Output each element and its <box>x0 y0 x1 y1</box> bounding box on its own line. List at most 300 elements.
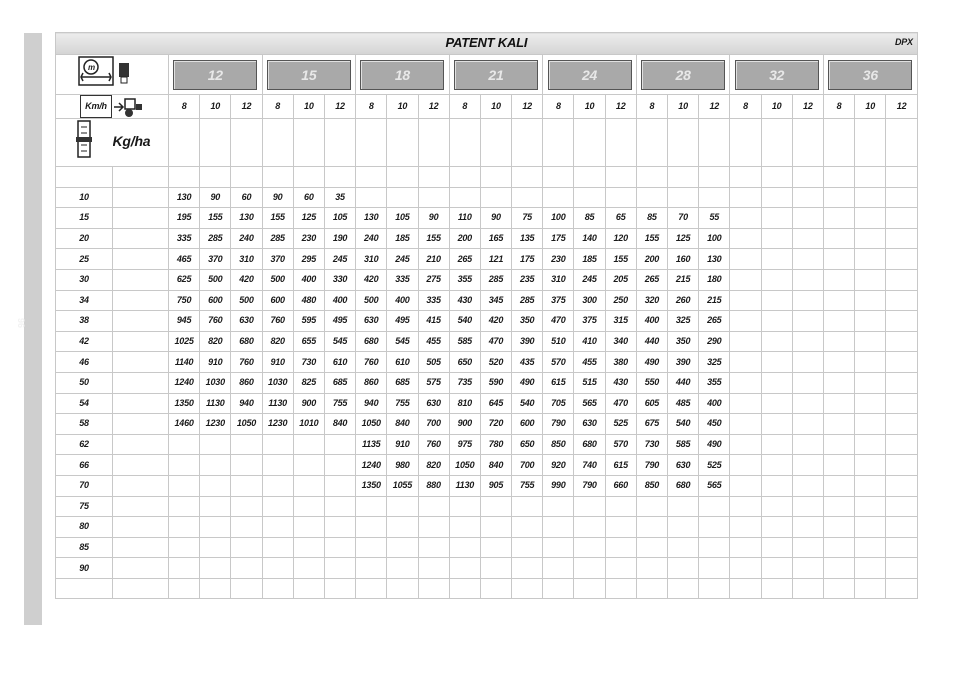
rate-cell: 945 <box>169 311 200 332</box>
speed-icon-cell <box>56 95 169 119</box>
rate-cell: 415 <box>418 311 449 332</box>
rate-cell: 700 <box>418 414 449 435</box>
rate-cell: 215 <box>699 290 730 311</box>
rate-cell: 570 <box>605 434 636 455</box>
rate-cell <box>512 537 543 558</box>
rate-cell <box>730 311 761 332</box>
rate-cell: 810 <box>449 393 480 414</box>
rate-cell: 90 <box>262 187 293 208</box>
rate-cell <box>886 496 918 517</box>
rate-cell: 615 <box>605 455 636 476</box>
rate-cell <box>730 558 761 579</box>
rate-cell: 585 <box>668 434 699 455</box>
rate-cell: 135 <box>512 228 543 249</box>
rate-cell: 980 <box>387 455 418 476</box>
working-width-label: 12 <box>173 60 257 90</box>
rate-cell <box>855 517 886 538</box>
rate-cell <box>324 455 355 476</box>
rate-cell: 500 <box>231 290 262 311</box>
blank-header-cell <box>543 119 574 167</box>
rate-cell <box>792 290 823 311</box>
table-row <box>56 290 918 311</box>
rate-cell <box>480 496 511 517</box>
blank-cell <box>113 558 169 579</box>
rate-cell <box>761 496 792 517</box>
speed-header-28-10: 10 <box>668 95 699 119</box>
rate-cell: 265 <box>449 249 480 270</box>
rate-cell <box>636 558 667 579</box>
blank-cell <box>293 167 324 188</box>
rate-cell <box>169 434 200 455</box>
rate-cell <box>730 455 761 476</box>
rate-cell <box>886 393 918 414</box>
speed-header-15-12: 12 <box>324 95 355 119</box>
rate-cell <box>449 537 480 558</box>
blank-header-cell <box>356 119 387 167</box>
rate-cell <box>886 372 918 393</box>
blank-cell <box>56 578 113 599</box>
rate-cell: 755 <box>387 393 418 414</box>
rate-cell <box>231 434 262 455</box>
rate-cell <box>761 249 792 270</box>
rate-cell: 400 <box>636 311 667 332</box>
rate-cell <box>823 208 854 229</box>
rate-cell: 250 <box>605 290 636 311</box>
rate-cell <box>699 537 730 558</box>
blank-cell <box>387 578 418 599</box>
rate-cell <box>823 455 854 476</box>
rate-cell: 310 <box>231 249 262 270</box>
blank-cell <box>113 290 169 311</box>
rate-cell: 490 <box>512 372 543 393</box>
rate-cell: 1350 <box>169 393 200 414</box>
rate-cell <box>886 414 918 435</box>
rate-cell <box>730 208 761 229</box>
rate-cell <box>886 269 918 290</box>
rate-cell: 450 <box>699 414 730 435</box>
rate-cell: 595 <box>293 311 324 332</box>
rate-cell <box>886 311 918 332</box>
blank-cell <box>231 578 262 599</box>
rate-cell <box>730 537 761 558</box>
blank-cell <box>792 167 823 188</box>
rate-cell: 355 <box>449 269 480 290</box>
rate-cell <box>512 558 543 579</box>
rate-cell: 975 <box>449 434 480 455</box>
rate-cell <box>356 517 387 538</box>
rate-cell <box>823 311 854 332</box>
rate-cell: 495 <box>324 311 355 332</box>
speed-header-21-12: 12 <box>512 95 543 119</box>
rate-cell: 175 <box>543 228 574 249</box>
blank-cell <box>113 208 169 229</box>
dose-setting-label: 34 <box>56 290 113 311</box>
rate-cell: 121 <box>480 249 511 270</box>
blank-cell <box>231 167 262 188</box>
speed-header-24-12: 12 <box>605 95 636 119</box>
rate-cell <box>730 372 761 393</box>
rate-cell: 760 <box>262 311 293 332</box>
rate-cell: 1030 <box>262 372 293 393</box>
rate-cell <box>855 311 886 332</box>
spread-rate-table <box>55 32 918 599</box>
blank-cell <box>113 187 169 208</box>
rate-cell <box>543 187 574 208</box>
blank-header-cell <box>169 119 200 167</box>
rate-cell: 490 <box>699 434 730 455</box>
rate-cell: 1050 <box>231 414 262 435</box>
rate-cell: 630 <box>574 414 605 435</box>
rate-cell: 480 <box>293 290 324 311</box>
rate-cell <box>574 187 605 208</box>
blank-header-cell <box>449 119 480 167</box>
rate-cell: 700 <box>512 455 543 476</box>
rate-cell <box>792 496 823 517</box>
rate-cell: 125 <box>293 208 324 229</box>
width-header-15 <box>262 55 356 95</box>
rate-cell: 790 <box>574 475 605 496</box>
rate-cell: 155 <box>636 228 667 249</box>
rate-unit-label: Kg/ha <box>112 133 151 149</box>
rate-cell <box>262 558 293 579</box>
rate-cell <box>886 249 918 270</box>
rate-cell: 1130 <box>200 393 231 414</box>
rate-cell <box>231 537 262 558</box>
rate-cell: 345 <box>480 290 511 311</box>
rate-cell <box>636 187 667 208</box>
rate-cell <box>293 537 324 558</box>
rate-cell: 205 <box>605 269 636 290</box>
hopper-gauge-icon <box>73 119 95 159</box>
rate-cell: 290 <box>699 331 730 352</box>
rate-cell <box>792 331 823 352</box>
rate-cell: 1350 <box>356 475 387 496</box>
rate-cell: 605 <box>636 393 667 414</box>
speed-header-36-10: 10 <box>855 95 886 119</box>
blank-header-cell <box>231 119 262 167</box>
rate-cell <box>293 558 324 579</box>
rate-cell: 860 <box>356 372 387 393</box>
rate-cell <box>823 393 854 414</box>
rate-cell <box>761 455 792 476</box>
rate-cell: 75 <box>512 208 543 229</box>
rate-cell: 85 <box>574 208 605 229</box>
blank-cell <box>886 578 918 599</box>
rate-cell <box>730 331 761 352</box>
rate-cell: 760 <box>231 352 262 373</box>
table-row <box>56 208 918 229</box>
rate-cell <box>169 558 200 579</box>
rate-cell: 245 <box>574 269 605 290</box>
dose-setting-label: 85 <box>56 537 113 558</box>
blank-cell <box>169 578 200 599</box>
rate-cell: 390 <box>512 331 543 352</box>
rate-cell <box>761 414 792 435</box>
rate-cell: 185 <box>387 228 418 249</box>
rate-cell <box>231 558 262 579</box>
blank-cell <box>113 372 169 393</box>
rate-cell <box>823 475 854 496</box>
speed-header-21-10: 10 <box>480 95 511 119</box>
blank-cell <box>113 517 169 538</box>
rate-cell: 500 <box>200 269 231 290</box>
rate-cell <box>605 187 636 208</box>
rate-cell <box>169 537 200 558</box>
dose-setting-label: 66 <box>56 455 113 476</box>
blank-header-cell <box>480 119 511 167</box>
rate-cell <box>730 414 761 435</box>
rate-cell: 565 <box>574 393 605 414</box>
rate-cell: 660 <box>605 475 636 496</box>
rate-cell <box>387 558 418 579</box>
rate-cell: 265 <box>636 269 667 290</box>
rate-cell <box>792 414 823 435</box>
rate-cell: 455 <box>418 331 449 352</box>
rate-cell <box>761 434 792 455</box>
rate-cell <box>262 455 293 476</box>
dose-setting-label: 38 <box>56 311 113 332</box>
rate-cell: 325 <box>668 311 699 332</box>
rate-cell: 910 <box>200 352 231 373</box>
rate-cell: 510 <box>543 331 574 352</box>
speed-header-18-12: 12 <box>418 95 449 119</box>
rate-cell <box>324 434 355 455</box>
rate-cell: 1460 <box>169 414 200 435</box>
rate-cell: 435 <box>512 352 543 373</box>
rate-cell <box>886 455 918 476</box>
speed-header-32-8: 8 <box>730 95 761 119</box>
rate-cell: 130 <box>356 208 387 229</box>
rate-cell: 60 <box>293 187 324 208</box>
blank-cell <box>480 578 511 599</box>
blank-header-cell <box>792 119 823 167</box>
blank-header-cell <box>886 119 918 167</box>
rate-cell: 295 <box>293 249 324 270</box>
rate-cell <box>761 331 792 352</box>
rate-cell <box>792 311 823 332</box>
rate-cell <box>574 537 605 558</box>
rate-cell: 1130 <box>449 475 480 496</box>
rate-cell <box>761 208 792 229</box>
rate-cell: 175 <box>512 249 543 270</box>
rate-cell: 760 <box>418 434 449 455</box>
rate-cell <box>761 311 792 332</box>
blank-cell <box>169 167 200 188</box>
rate-cell: 735 <box>449 372 480 393</box>
rate-cell <box>169 517 200 538</box>
blank-cell <box>113 537 169 558</box>
rate-cell <box>200 434 231 455</box>
rate-cell: 400 <box>324 290 355 311</box>
rate-cell <box>792 352 823 373</box>
rate-cell: 65 <box>605 208 636 229</box>
blank-cell <box>113 352 169 373</box>
rate-cell <box>823 414 854 435</box>
blank-cell <box>113 455 169 476</box>
blank-cell <box>113 496 169 517</box>
rate-cell <box>449 496 480 517</box>
table-row <box>56 187 918 208</box>
rate-cell <box>730 352 761 373</box>
blank-cell <box>449 167 480 188</box>
rate-cell <box>356 558 387 579</box>
rate-cell: 675 <box>636 414 667 435</box>
rate-cell: 820 <box>418 455 449 476</box>
rate-cell: 755 <box>512 475 543 496</box>
rate-cell: 310 <box>543 269 574 290</box>
working-width-label: 32 <box>735 60 819 90</box>
rate-cell <box>169 496 200 517</box>
rate-cell: 1050 <box>449 455 480 476</box>
rate-cell: 565 <box>699 475 730 496</box>
rate-cell: 650 <box>449 352 480 373</box>
rate-cell <box>231 475 262 496</box>
blank-cell <box>823 167 854 188</box>
rate-cell: 275 <box>418 269 449 290</box>
rate-cell <box>761 475 792 496</box>
rate-cell: 750 <box>169 290 200 311</box>
rate-cell: 440 <box>636 331 667 352</box>
rate-cell <box>543 558 574 579</box>
page-number: 96 <box>16 318 26 329</box>
rate-cell: 70 <box>668 208 699 229</box>
width-header-21 <box>449 55 543 95</box>
rate-cell <box>200 475 231 496</box>
rate-cell <box>418 517 449 538</box>
rate-cell <box>886 208 918 229</box>
rate-cell <box>231 496 262 517</box>
working-width-label: 18 <box>360 60 444 90</box>
rate-cell <box>886 187 918 208</box>
rate-cell: 680 <box>231 331 262 352</box>
table-row <box>56 269 918 290</box>
rate-cell: 190 <box>324 228 355 249</box>
blank-cell <box>605 167 636 188</box>
rate-cell <box>886 290 918 311</box>
rate-cell <box>761 187 792 208</box>
rate-cell: 610 <box>324 352 355 373</box>
rate-cell: 285 <box>480 269 511 290</box>
rate-cell <box>823 187 854 208</box>
blank-cell <box>387 167 418 188</box>
rate-cell <box>855 331 886 352</box>
blank-cell <box>543 578 574 599</box>
rate-cell <box>886 475 918 496</box>
rate-cell: 310 <box>356 249 387 270</box>
title-row <box>56 33 918 55</box>
spread-rate-sheet <box>55 32 917 624</box>
rate-cell <box>792 475 823 496</box>
rate-cell <box>730 290 761 311</box>
rate-cell <box>761 228 792 249</box>
rate-cell: 320 <box>636 290 667 311</box>
rate-cell <box>823 290 854 311</box>
dose-setting-label: 75 <box>56 496 113 517</box>
rate-cell: 370 <box>262 249 293 270</box>
rate-cell: 520 <box>480 352 511 373</box>
dose-setting-label: 58 <box>56 414 113 435</box>
rate-cell: 400 <box>699 393 730 414</box>
rate-cell: 790 <box>543 414 574 435</box>
rate-cell <box>262 517 293 538</box>
dose-setting-label: 25 <box>56 249 113 270</box>
rate-cell <box>231 517 262 538</box>
speed-header-12-8: 8 <box>169 95 200 119</box>
rate-cell: 420 <box>231 269 262 290</box>
rate-cell <box>293 475 324 496</box>
blank-cell <box>262 578 293 599</box>
rate-cell: 790 <box>636 455 667 476</box>
table-row <box>56 228 918 249</box>
rate-cell: 400 <box>387 290 418 311</box>
blank-cell <box>200 578 231 599</box>
rate-cell <box>200 558 231 579</box>
blank-cell <box>636 167 667 188</box>
rate-cell <box>730 228 761 249</box>
speed-header-12-12: 12 <box>231 95 262 119</box>
rate-cell <box>480 517 511 538</box>
rate-cell: 905 <box>480 475 511 496</box>
rate-cell <box>823 372 854 393</box>
blank-cell <box>113 578 169 599</box>
blank-cell <box>512 578 543 599</box>
blank-cell <box>113 249 169 270</box>
rate-cell: 130 <box>169 187 200 208</box>
rate-cell <box>761 517 792 538</box>
rate-cell <box>262 475 293 496</box>
rate-cell <box>293 517 324 538</box>
rate-cell <box>605 496 636 517</box>
rate-cell <box>418 496 449 517</box>
rate-cell: 35 <box>324 187 355 208</box>
rate-cell <box>886 331 918 352</box>
rate-cell <box>855 393 886 414</box>
rate-cell <box>761 558 792 579</box>
rate-cell: 1240 <box>356 455 387 476</box>
rate-cell: 1050 <box>356 414 387 435</box>
blank-header-cell <box>387 119 418 167</box>
dose-setting-label: 30 <box>56 269 113 290</box>
rate-cell <box>512 187 543 208</box>
rate-cell: 485 <box>668 393 699 414</box>
blank-cell <box>792 578 823 599</box>
model-code: DPX <box>894 37 913 47</box>
rate-icon-cell <box>56 119 113 167</box>
blank-header-cell <box>262 119 293 167</box>
rate-cell <box>792 517 823 538</box>
rate-cell: 180 <box>699 269 730 290</box>
table-row <box>56 475 918 496</box>
rate-cell <box>855 537 886 558</box>
rate-cell: 650 <box>512 434 543 455</box>
blank-cell <box>730 167 761 188</box>
rate-cell: 840 <box>387 414 418 435</box>
rate-cell <box>792 537 823 558</box>
rate-cell: 125 <box>668 228 699 249</box>
rate-cell <box>605 517 636 538</box>
rate-cell: 680 <box>668 475 699 496</box>
rate-cell: 185 <box>574 249 605 270</box>
rate-cell: 100 <box>543 208 574 229</box>
rate-cell <box>699 496 730 517</box>
speed-header-36-8: 8 <box>823 95 854 119</box>
rate-cell: 105 <box>324 208 355 229</box>
rate-cell: 410 <box>574 331 605 352</box>
speed-header-18-10: 10 <box>387 95 418 119</box>
rate-cell <box>886 537 918 558</box>
rate-cell: 200 <box>636 249 667 270</box>
rate-cell: 1230 <box>262 414 293 435</box>
